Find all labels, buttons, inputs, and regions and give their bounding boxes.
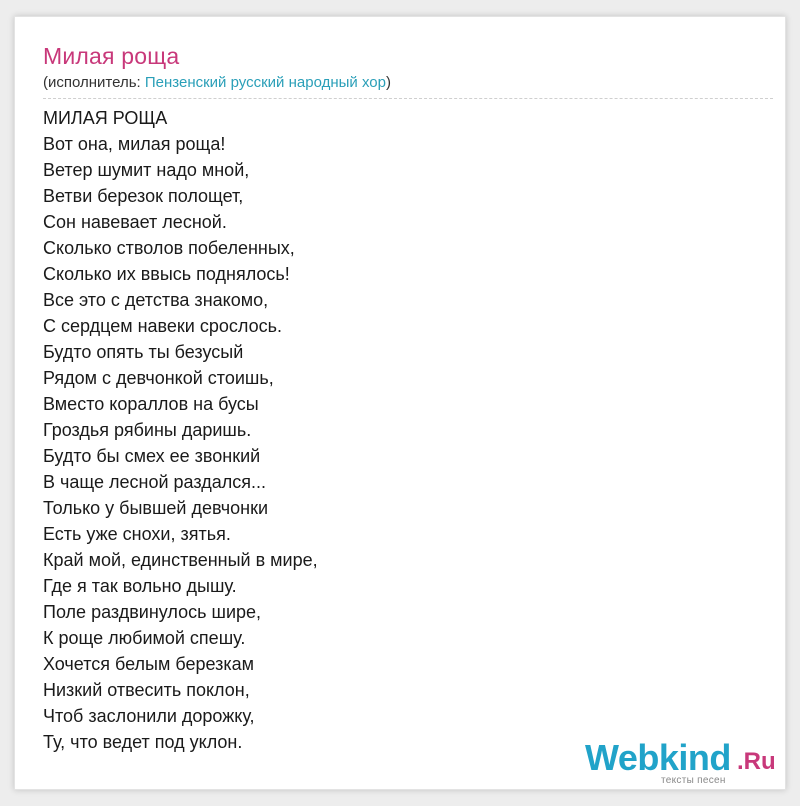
lyrics-line: В чаще лесной раздался...: [43, 472, 266, 492]
lyrics-line: Будто бы смех ее звонкий: [43, 446, 261, 466]
lyrics-line: Вот она, милая роща!: [43, 134, 226, 154]
artist-line: [43, 74, 391, 91]
lyrics-line: Сколько стволов побеленных,: [43, 238, 295, 258]
artist-prefix: (исполнитель:: [43, 74, 145, 91]
webkind-logo[interactable]: [585, 737, 785, 787]
lyrics-line: Хочется белым березкам: [43, 654, 254, 674]
lyrics-text: [43, 105, 318, 755]
artist-link[interactable]: Пензенский русский народный хор: [144, 74, 386, 91]
artist-suffix: ): [385, 74, 391, 91]
lyrics-line: Вместо кораллов на бусы: [43, 394, 259, 414]
lyrics-card: [14, 16, 786, 790]
lyrics-line: Ветер шумит надо мной,: [43, 160, 250, 180]
divider: [43, 98, 773, 99]
lyrics-line: Сон навевает лесной.: [43, 212, 227, 232]
lyrics-line: С сердцем навеки срослось.: [43, 316, 282, 336]
lyrics-line: Край мой, единственный в мире,: [43, 550, 318, 570]
lyrics-line: Рядом с девчонкой стоишь,: [43, 368, 274, 388]
logo-tld: .Ru: [737, 748, 776, 775]
lyrics-line: МИЛАЯ РОЩА: [43, 108, 168, 128]
logo-wordmark: Webkind: [585, 737, 731, 778]
lyrics-line: Гроздья рябины даришь.: [43, 420, 252, 440]
lyrics-line: Ту, что ведет под уклон.: [43, 732, 243, 752]
lyrics-line: Будто опять ты безусый: [43, 342, 244, 362]
lyrics-line: Только у бывшей девчонки: [43, 498, 269, 518]
lyrics-line: Чтоб заслонили дорожку,: [43, 706, 255, 726]
lyrics-line: К роще любимой спешу.: [43, 628, 246, 648]
lyrics-line: Низкий отвесить поклон,: [43, 680, 250, 700]
lyrics-line: Ветви березок полощет,: [43, 186, 244, 206]
lyrics-line: Есть уже снохи, зятья.: [43, 524, 231, 544]
lyrics-line: Поле раздвинулось шире,: [43, 602, 262, 622]
lyrics-line: Сколько их ввысь поднялось!: [43, 264, 290, 284]
lyrics-line: Где я так вольно дышу.: [43, 576, 237, 596]
song-title: Милая роща: [43, 43, 180, 69]
logo-tagline: тексты песен: [661, 775, 726, 786]
lyrics-line: Все это с детства знакомо,: [43, 290, 269, 310]
